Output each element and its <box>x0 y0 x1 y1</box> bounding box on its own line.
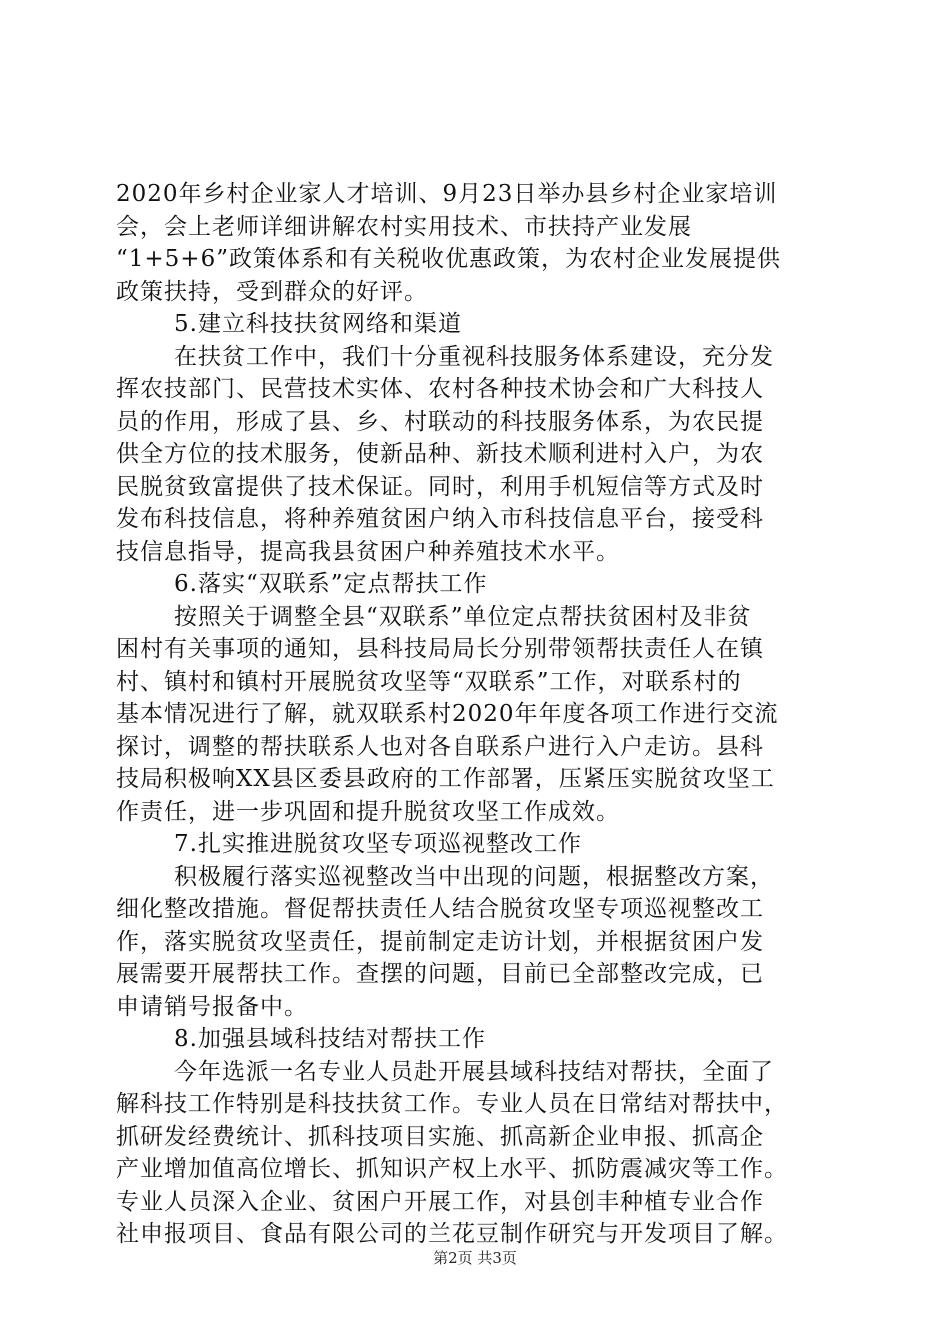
text-line: 按照关于调整全县“双联系”单位定点帮扶贫困村及非贫 <box>174 603 752 630</box>
text-line: 申请销号报备中。 <box>116 993 308 1020</box>
text-line: 困村有关事项的通知，县科技局局长分别带领帮扶责任人在镇 <box>116 636 764 662</box>
text-line: 抓研发经费统计、抓科技项目实施、抓高新企业申报、抓高企 <box>116 1123 764 1150</box>
text-line: 民脱贫致富提供了技术保证。同时，利用手机短信等方式及时 <box>116 473 764 500</box>
text-line: 在扶贫工作中，我们十分重视科技服务体系建设，充分发 <box>174 343 774 370</box>
page-footer: 第2页 共3页 <box>433 1249 517 1267</box>
text-line: 员的作用，形成了县、乡、村联动的科技服务体系，为农民提 <box>116 408 764 435</box>
text-line: 供全方位的技术服务，使新品种、新技术顺利进村入户，为农 <box>116 441 764 467</box>
text-line: 挥农技部门、民营技术实体、农村各种技术协会和广大科技人 <box>116 376 764 402</box>
text-line: 探讨，调整的帮扶联系人也对各自联系户进行入户走访。县科 <box>116 733 764 760</box>
text-line: 政策扶持，受到群众的好评。 <box>116 278 428 305</box>
text-line: 展需要开展帮扶工作。查摆的问题，目前已全部整改完成，已 <box>116 961 764 987</box>
text-line: 技局积极响XX县区委县政府的工作部署，压紧压实脱贫攻坚工 <box>116 766 775 792</box>
document-body <box>116 178 836 1251</box>
text-line: 5.建立科技扶贫网络和渠道 <box>174 311 462 337</box>
text-line: 7.扎实推进脱贫攻坚专项巡视整改工作 <box>174 831 582 857</box>
text-line: 技信息指导，提高我县贫困户种养殖技术水平。 <box>116 538 620 565</box>
text-line: 积极履行落实巡视整改当中出现的问题，根据整改方案， <box>174 863 774 890</box>
text-line: 产业增加值高位增长、抓知识产权上水平、抓防震减灾等工作。 <box>116 1156 788 1182</box>
text-line: 2020年乡村企业家人才培训、9月23日举办县乡村企业家培训 <box>116 181 778 207</box>
text-line: 基本情况进行了解，就双联系村2020年年度各项工作进行交流 <box>116 701 779 727</box>
text-line: 村、镇村和镇村开展脱贫攻坚等“双联系”工作，对联系村的 <box>116 668 742 695</box>
text-line: 作责任，进一步巩固和提升脱贫攻坚工作成效。 <box>116 798 620 825</box>
text-line: 6.落实“双联系”定点帮扶工作 <box>174 571 488 597</box>
text-line: 发布科技信息，将种养殖贫困户纳入市科技信息平台，接受科 <box>116 506 764 532</box>
text-line: 解科技工作特别是科技扶贫工作。专业人员在日常结对帮扶中， <box>116 1091 788 1117</box>
text-line: 作，落实脱贫攻坚责任，提前制定走访计划，并根据贫困户发 <box>116 928 764 955</box>
text-line: 细化整改措施。督促帮扶责任人结合脱贫攻坚专项巡视整改工 <box>116 896 764 922</box>
text-line: 社申报项目、食品有限公司的兰花豆制作研究与开发项目了解。 <box>116 1221 788 1247</box>
text-line: 8.加强县域科技结对帮扶工作 <box>174 1026 486 1052</box>
text-line: 会，会上老师详细讲解农村实用技术、市扶持产业发展 <box>116 213 692 240</box>
text-line: 专业人员深入企业、贫困户开展工作，对县创丰种植专业合作 <box>116 1188 764 1215</box>
text-line: “1+5+6”政策体系和有关税收优惠政策，为农村企业发展提供 <box>116 246 781 272</box>
text-line: 今年选派一名专业人员赴开展县域科技结对帮扶，全面了 <box>174 1058 774 1085</box>
